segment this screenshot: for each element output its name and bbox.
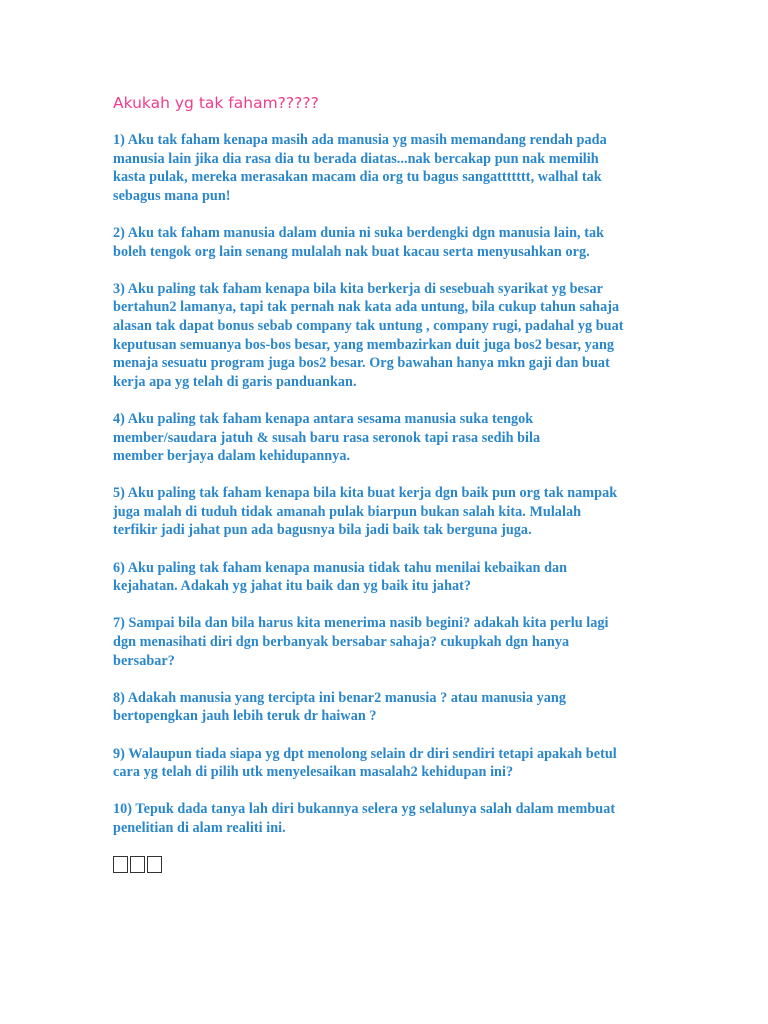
document-title: Akukah yg tak faham????? — [113, 94, 319, 112]
list-item-9: 9) Walaupun tiada siapa yg dpt menolong selain dr diri sendiri tetapi apakah betul cara yg telah di pilih utk menyelesaikan masalah2 kehidupan ini? — [113, 745, 617, 781]
list-item-8: 8) Adakah manusia yang tercipta ini benar2 manusia ? atau manusia yang bertopengkan jauh lebih teruk dr haiwan ? — [113, 689, 566, 725]
empty-box-3 — [147, 856, 162, 873]
empty-box-2 — [130, 856, 145, 873]
empty-box-1 — [113, 856, 128, 873]
list-item-1: 1) Aku tak faham kenapa masih ada manusia yg masih memandang rendah pada manusia lain jika dia rasa dia tu berada diatas...nak bercakap pun nak memilih kasta pulak, mereka merasakan macam dia org tu bagus sangattttttt, walhal tak sebagus mana pun! — [113, 132, 607, 204]
list-item-7: 7) Sampai bila dan bila harus kita menerima nasib begini? adakah kita perlu lagi dgn menasihati diri dgn berbanyak bersabar sahaja? cukupkah dgn hanya bersabar? — [113, 615, 609, 669]
list-item-2: 2) Aku tak faham manusia dalam dunia ni suka berdengki dgn manusia lain, tak boleh tengok org lain senang mulalah nak buat kacau serta menyusahkan org. — [113, 224, 605, 260]
list-item-3: 3) Aku paling tak faham kenapa bila kita berkerja di sesebuah syarikat yg besar bertahun2 lamanya, tapi tak pernah nak kata ada untung, bila cukup tahun sahaja alasan tak dapat bonus sebab company tak untung , company rugi, padahal yg buat keputusan semuanya bos-bos besar, yang membazirkan duit juga bos2 besar, yang menaja sesuatu program juga bos2 besar. Org bawahan hanya mkn gaji dan buat kerja apa yg telah di garis panduankan. — [113, 280, 624, 390]
list-item-10: 10) Tepuk dada tanya lah diri bukannya selera yg selalunya salah dalam membuat penelitian di alam realiti ini. — [113, 801, 616, 836]
list-item-4: 4) Aku paling tak faham kenapa antara sesama manusia suka tengok member/saudara jatuh & susah baru rasa seronok tapi rasa sedih bila member berjaya dalam kehidupannya. — [113, 410, 541, 465]
list-item-5: 5) Aku paling tak faham kenapa bila kita buat kerja dgn baik pun org tak nampak juga malah di tuduh tidak amanah pulak biarpun bukan salah kita. Mulalah terfikir jadi jahat pun ada bagusnya bila jadi baik tak berguna juga. — [113, 485, 618, 539]
placeholder-boxes — [113, 856, 708, 873]
list-item-6: 6) Aku paling tak faham kenapa manusia tidak tahu menilai kebaikan dan kejahatan. Adakah yg jahat itu baik dan yg baik itu jahat? — [113, 559, 568, 595]
